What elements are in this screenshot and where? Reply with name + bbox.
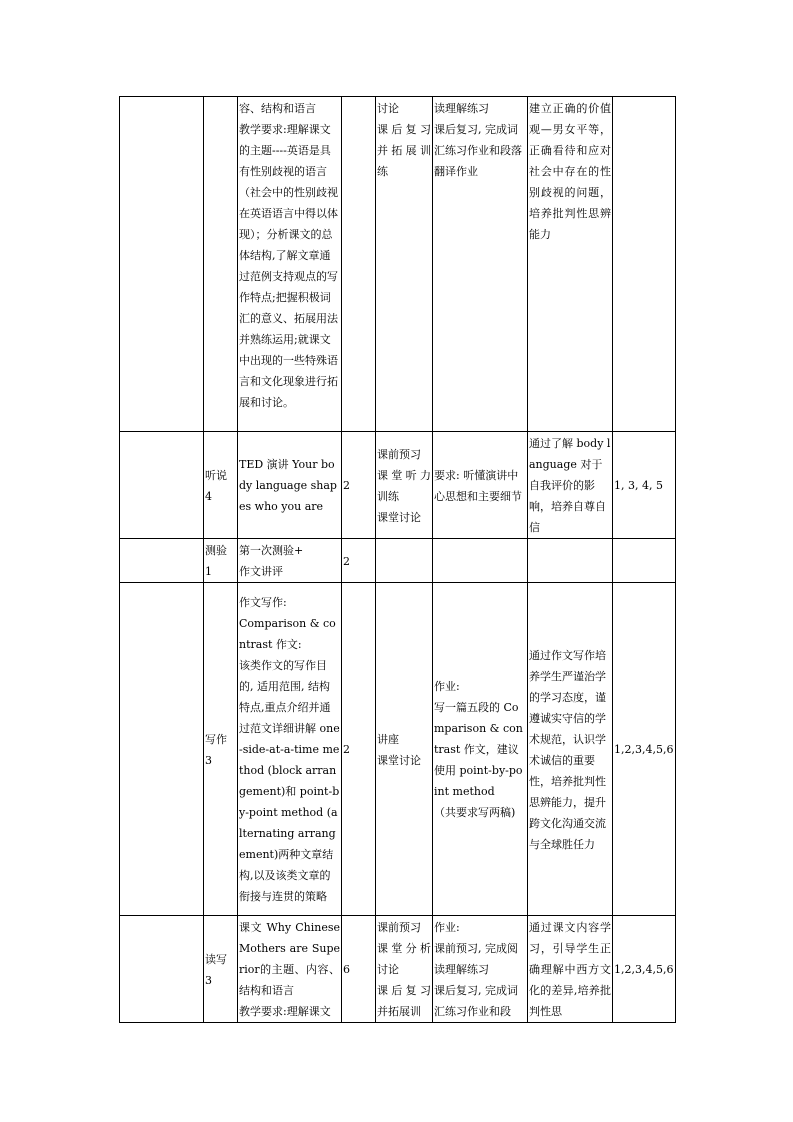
table-row — [120, 916, 676, 1023]
assignment-cell: 要求: 听懂演讲中心思想和主要细节 — [433, 432, 528, 539]
blank-left-cell — [120, 916, 204, 1023]
hours-cell: 6 — [342, 916, 376, 1023]
assignment-cell: 读理解练习 课后复习, 完成词汇练习作业和段落翻译作业 — [433, 97, 528, 432]
ideology-cell — [528, 539, 613, 583]
blank-left-cell — [120, 583, 204, 916]
method-cell — [376, 539, 433, 583]
table-row — [120, 583, 676, 916]
method-cell: 课前预习 课堂听力训练 课堂讨论 — [376, 432, 433, 539]
assignment-cell: 作业: 课前预习, 完成阅读理解练习 课后复习, 完成词汇练习作业和段 — [433, 916, 528, 1023]
objectives-cell: 1,2,3,4,5,6 — [613, 916, 676, 1023]
objectives-cell: 1,2,3,4,5,6 — [613, 583, 676, 916]
ideology-cell: 通过课文内容学习，引导学生正确理解中西方文化的差异,培养批判性思 — [528, 916, 613, 1023]
table-row — [120, 97, 676, 432]
content-cell: 容、结构和语言 教学要求:理解课文的主题----英语是具有性别歧视的语言（社会中的性别歧视在英语语言中得以体现）；分析课文的总体结构,了解文章通过范例支持观点的写作特点;把握积极词汇的意义、拓展用法并熟练运用;就课文中出现的一些特殊语言和文化现象进行拓展和讨论。 — [238, 97, 342, 432]
table-row — [120, 539, 676, 583]
category-cell: 写作 3 — [204, 583, 238, 916]
objectives-cell: 1, 3, 4, 5 — [613, 432, 676, 539]
content-cell: 第一次测验+ 作文讲评 — [238, 539, 342, 583]
content-cell: 作文写作: Comparison & contrast 作文: 该类作文的写作目的, 适用范围, 结构特点,重点介绍并通过范文详细讲解 one-side-at-a-time method (block arrangement)和 point-by-point method (alternating arrangement)两种文章结构,以及该类文章的衔接与连贯的策略 — [238, 583, 342, 916]
method-cell: 讲座 课堂讨论 — [376, 583, 433, 916]
ideology-cell: 通过了解 body language 对于自我评价的影响，培养自尊自信 — [528, 432, 613, 539]
objectives-cell — [613, 97, 676, 432]
hours-cell: 2 — [342, 432, 376, 539]
category-cell — [204, 97, 238, 432]
category-cell: 读写 3 — [204, 916, 238, 1023]
ideology-cell: 建立正确的价值观—男女平等，正确看待和应对社会中存在的性别歧视的问题，培养批判性思辨能力 — [528, 97, 613, 432]
blank-left-cell — [120, 432, 204, 539]
table-row — [120, 432, 676, 539]
hours-cell: 2 — [342, 539, 376, 583]
blank-left-cell — [120, 97, 204, 432]
content-cell: 课文 Why Chinese Mothers are Superior的主题、内容、结构和语言 教学要求:理解课文 — [238, 916, 342, 1023]
category-cell: 测验 1 — [204, 539, 238, 583]
blank-left-cell — [120, 539, 204, 583]
hours-cell — [342, 97, 376, 432]
method-cell: 讨论 课后复习并拓展训练 — [376, 97, 433, 432]
content-cell: TED 演讲 Your body language shapes who you are — [238, 432, 342, 539]
assignment-cell — [433, 539, 528, 583]
syllabus-table — [119, 96, 676, 1023]
objectives-cell — [613, 539, 676, 583]
method-cell: 课前预习 课堂分析讨论 课后复习并拓展训 — [376, 916, 433, 1023]
assignment-cell: 作业: 写一篇五段的 Comparison & contrast 作文，建议使用 point-by-point method （共要求写两稿) — [433, 583, 528, 916]
ideology-cell: 通过作文写作培养学生严谨治学的学习态度，谨遵诚实守信的学术规范，认识学术诚信的重要性，培养批判性思辨能力，提升跨文化沟通交流与全球胜任力 — [528, 583, 613, 916]
category-cell: 听说 4 — [204, 432, 238, 539]
hours-cell: 2 — [342, 583, 376, 916]
